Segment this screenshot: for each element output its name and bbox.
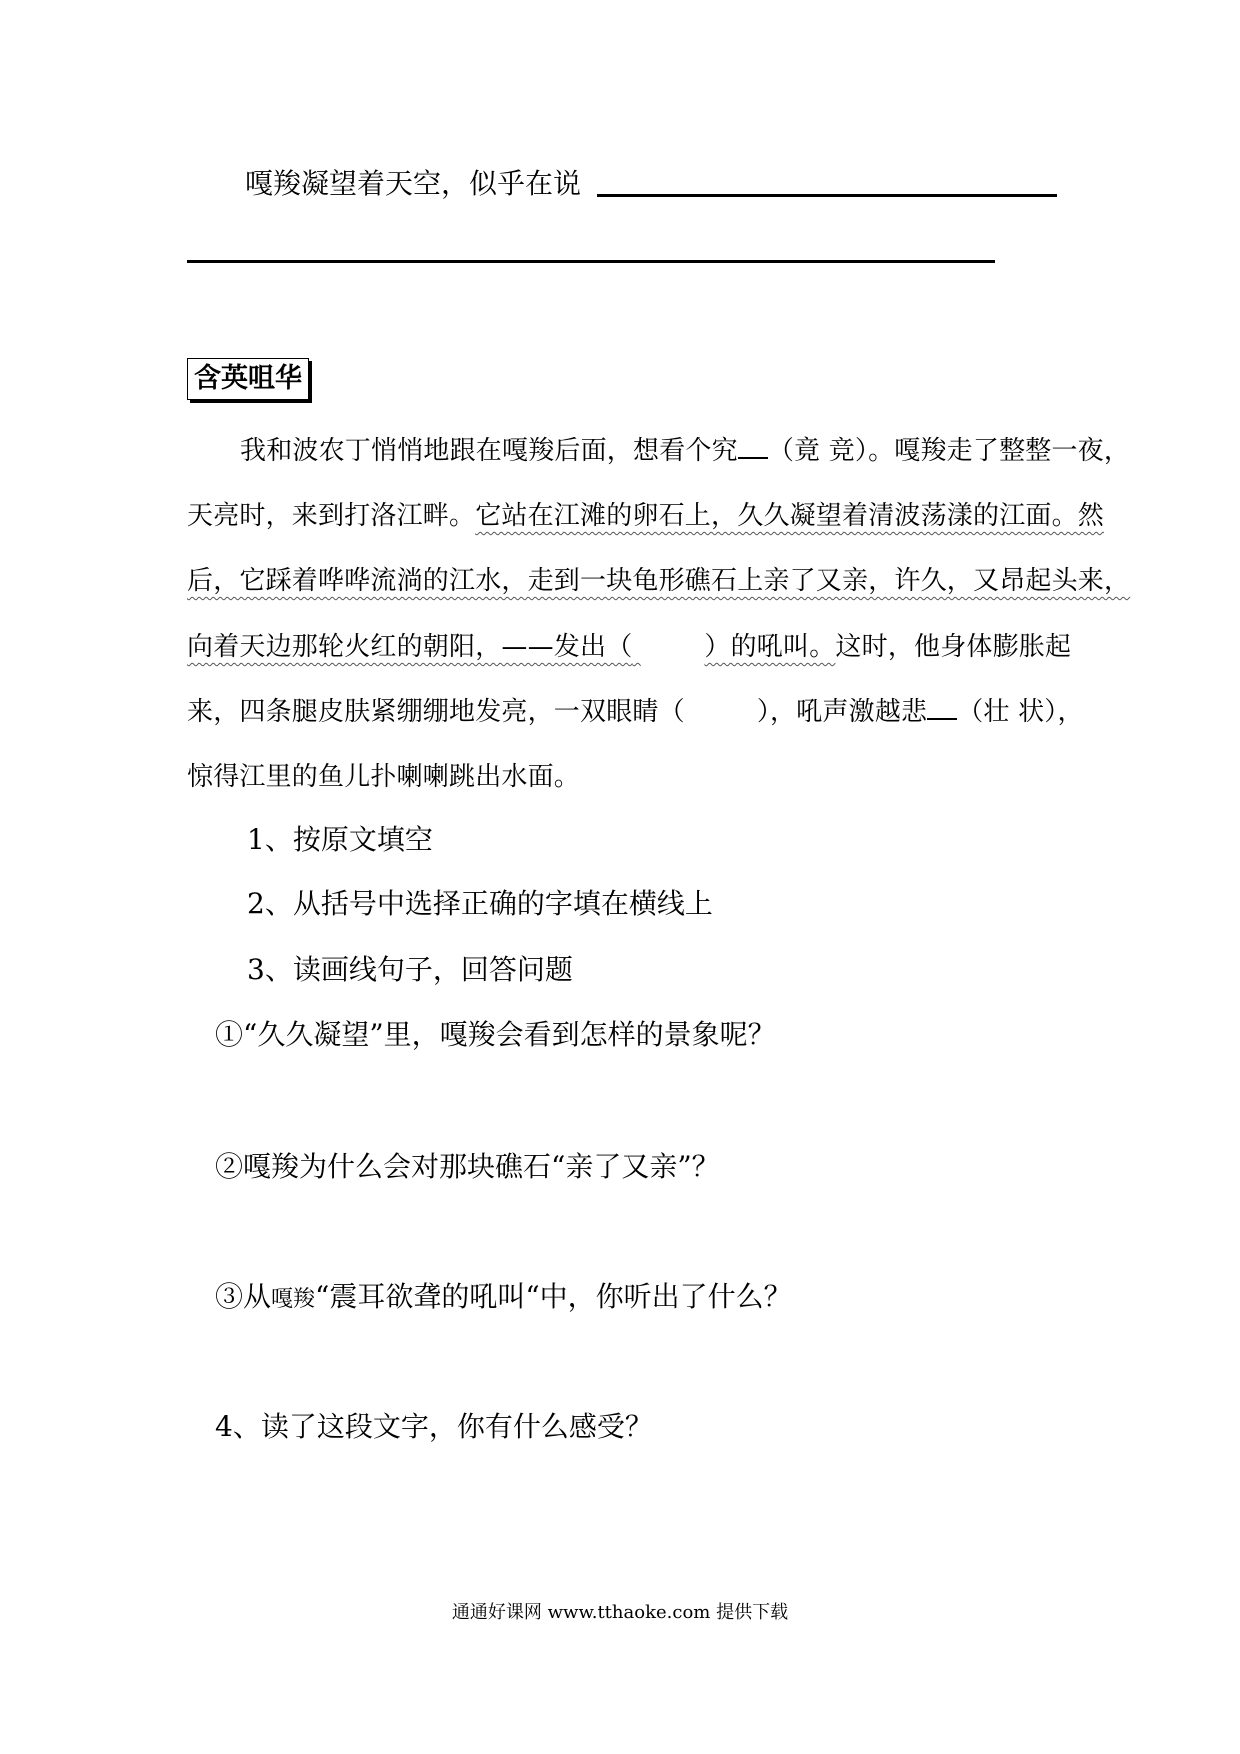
underlined-sentence: ）的吼叫。 — [704, 632, 836, 662]
passage-line-3 — [187, 560, 1130, 597]
passage-line-2 — [187, 495, 1104, 532]
passage-text: ），吼声激越悲 — [756, 697, 928, 727]
answer-line-1[interactable] — [597, 194, 1057, 197]
question-3: 3、读画线句子，回答问题 — [247, 953, 573, 986]
top-sentence: 嘎羧凝望着天空，似乎在说 — [245, 167, 582, 200]
question-4: 4、读了这段文字，你有什么感受？ — [215, 1410, 653, 1443]
answer-line-2[interactable] — [187, 260, 995, 263]
blank-jiu[interactable] — [738, 435, 768, 459]
passage-text: 来，四条腿皮肤紧绷绷地发亮，一双眼睛（ — [187, 697, 685, 727]
question-1: 1、按原文填空 — [247, 823, 433, 856]
question-3c-rest: “震耳欲聋的吼叫“中，你听出了什么？ — [315, 1280, 792, 1313]
passage-line-6 — [187, 756, 580, 793]
underlined-sentence: 向着天边那轮火红的朝阳，——发出（ — [187, 632, 633, 662]
blank-paren-1[interactable] — [632, 632, 704, 662]
passage-text: 这时，他身体膨胀起 — [835, 632, 1072, 662]
underlined-sentence: 它站在江滩的卵石上，久久凝望着清波荡漾的江面。然 — [475, 501, 1105, 531]
blank-zhuang[interactable] — [927, 696, 957, 720]
passage-text: 惊得江里的鱼儿扑喇喇跳出水面。 — [187, 762, 581, 792]
passage-text: （竟 竞）。嘎羧走了整整一夜， — [767, 436, 1131, 466]
question-3c-prefix: ③从 — [215, 1280, 272, 1313]
section-title: 含英咀华 — [187, 358, 309, 400]
passage-text: 我和波农丁悄悄地跟在嘎羧后面，想看个究 — [240, 436, 738, 466]
page-footer: 通通好课网 www.tthaoke.com 提供下载 — [451, 1602, 789, 1623]
question-2: 2、从括号中选择正确的字填在横线上 — [247, 887, 713, 920]
question-3b: ②嘎羧为什么会对那块礁石“亲了又亲”？ — [215, 1150, 720, 1183]
passage-line-1 — [240, 430, 1130, 467]
passage-text: （壮 状）， — [957, 697, 1084, 727]
passage-line-5 — [187, 691, 1084, 728]
underlined-sentence: 后，它踩着哗哗流淌的江水，走到一块龟形礁石上亲了又亲，许久，又昂起头来， — [187, 566, 1131, 596]
passage-line-4 — [187, 626, 1071, 663]
passage-text: 天亮时，来到打洛江畔。 — [187, 501, 476, 531]
question-3c-name: 嘎羧 — [271, 1287, 316, 1312]
question-3a: ①“久久凝望”里，嘎羧会看到怎样的景象呢？ — [215, 1018, 776, 1051]
question-3c — [215, 1275, 792, 1315]
